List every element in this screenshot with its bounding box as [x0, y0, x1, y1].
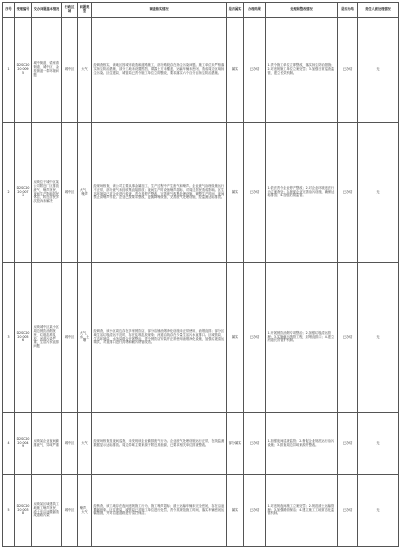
- cell-district: 反映位于城中区某公司附近厂区排放废气、噪声扰民，夜间生产影响居民休息，附近居民多次投诉未解决: [32, 123, 62, 263]
- cell-result: 已办结: [244, 18, 266, 123]
- cell-remark: 无: [358, 18, 399, 123]
- cell-no: 4: [3, 413, 15, 475]
- cell-ptype: 大气: [78, 18, 92, 123]
- cell-region: 城中区: [62, 123, 78, 263]
- cell-result: 已办结: [244, 413, 266, 475]
- case-table: [2, 2, 399, 547]
- cell-remark: 无: [358, 413, 399, 475]
- cell-result: 已办结: [244, 475, 266, 547]
- header-case-no: 受理编号: [15, 3, 32, 18]
- cell-remark: 无: [358, 475, 399, 547]
- cell-done: 已办结: [338, 475, 358, 547]
- table-row: [3, 475, 399, 547]
- header-remark: 责任人被处理情况: [358, 3, 399, 18]
- cell-done: 已办结: [338, 123, 358, 263]
- cell-investigation: 经现场核查及夜间巡查，未发现该企业偷排废气行为。企业废气处理设施运行正常，在线监测数据显示达标排放。周边异味主要来源于附近其他源，已要求相关单位排查整改。: [92, 413, 227, 475]
- header-no: 序号: [3, 3, 15, 18]
- cell-investigation: 经核查，该工地存在夜间违规施工行为，施工噪声超标；渣土运输车辆未完全密闭，存在沿途撒漏现象。区住建局、城管局已对施工单位进行处罚，责令其规范施工时间，落实车辆密闭运输措施，并对沿途道路进行清扫保洁。: [92, 475, 227, 547]
- header-problem-type: 问题类型: [78, 3, 92, 18]
- cell-region: 城中区: [62, 263, 78, 413]
- cell-region: 城中区: [62, 18, 78, 123]
- cell-is-true: 属实: [227, 263, 244, 413]
- cell-treatment: 1.责令施工单位立即整改，落实扬尘防治措施；2.对违规施工单位立案处罚；3.加强日常巡查监管，建立长效机制。: [266, 18, 338, 123]
- cell-investigation: 经现场核查，该公司主要从事金属加工，生产过程中产生废气和噪声。企业废气治理设施运行不正常，部分废气未经收集直接排放；夜间生产时设备噪声超标，对周边居民造成影响。区生态环境局已对企业进行检查，责令其停产整改，完善废气收集处理设施，调整生产时间，夜间禁止高噪声作业。企业已按要求整改，更换降噪设备，完善废气处理设施，经监测达标排放。: [92, 123, 227, 263]
- cell-no: 1: [3, 18, 15, 123]
- cell-investigation: 经调查，该小区周边存在多家餐饮店，部分店铺油烟净化设施未正常使用，油烟直排；部分区域生活垃圾清运不及时，存在乱堆乱放现象；河道沿线存在少量生活污水直排口。区城管局、生态环境局、水务局联合开展整治，责令餐饮店安装并正常使用油烟净化设施，加强垃圾清运频次，对直排口进行封堵和截污纳管改造。: [92, 263, 227, 413]
- cell-region: 城中区: [62, 475, 78, 547]
- cell-no: 2: [3, 123, 15, 263]
- cell-treatment: 1.依法责令企业停产整改；2.对企业环境违法行为立案查处；3.督促企业完善治污设施，确保达标排放；4.加强后续监管。: [266, 123, 338, 263]
- cell-district: 反映城中区某小区周边餐饮油烟扰民、垃圾乱堆乱放，河道污染严重，生活污水直排问题: [32, 263, 62, 413]
- cell-treatment: 1.对违规夜间施工立案处罚；2.规范渣土运输管理；3.加强路面保洁；4.建立施工工地常态化监管机制。: [266, 475, 338, 547]
- cell-case-no: D2SC2020 0056: [15, 263, 32, 413]
- table-row: [3, 263, 399, 413]
- header-district: 交办问题基本情况: [32, 3, 62, 18]
- cell-no: 3: [3, 263, 15, 413]
- cell-ptype: 大气、水、土壤: [78, 263, 92, 413]
- cell-case-no: D2SC2020 0071: [15, 123, 32, 263]
- header-complaint: 调查核实情况: [92, 3, 227, 18]
- document-page: [2, 2, 398, 550]
- cell-done: 已办结: [338, 18, 358, 123]
- header-status: 办理结果: [244, 3, 266, 18]
- cell-is-true: 部分属实: [227, 413, 244, 475]
- cell-district: 城中街道、梁家湾街道、城中区、金桂街道一带环境问题: [32, 18, 62, 123]
- cell-district: 反映某企业夜间偷排废气、异味严重: [32, 413, 62, 475]
- table-header-row: [3, 3, 399, 18]
- cell-done: 已办结: [338, 263, 358, 413]
- header-treatment: 处理和整改情况: [266, 3, 338, 18]
- cell-ptype: 大气、噪声: [78, 123, 92, 263]
- cell-case-no: D2SC2020 0095: [15, 18, 32, 123]
- cell-ptype: 大气: [78, 413, 92, 475]
- cell-ptype: 噪声、大气: [78, 475, 92, 547]
- cell-district: 反映某区域建筑工地施工噪声扰民、渣土车沿途撒漏造成道路污染: [32, 475, 62, 547]
- cell-treatment: 1.开展餐饮油烟专项整治；2.加强垃圾清运管理；3.实施截污纳管工程，封堵直排口；4.建立河道长效管护机制。: [266, 263, 338, 413]
- cell-investigation: 经调查核实，该地区因城市改造和道路施工，部分路段存在扬尘污染问题。施工单位未严格落实扬尘防治措施，部分工地未设置围挡，裸露土方未覆盖，运输车辆未密闭，造成周边区域扬尘污染。区住建局、城管局已责令施工单位立即整改，要求落实六个百分百扬尘防治措施。: [92, 18, 227, 123]
- cell-remark: 无: [358, 123, 399, 263]
- header-is-true: 是否属实: [227, 3, 244, 18]
- cell-is-true: 属实: [227, 475, 244, 547]
- cell-case-no: D2SC2020 0049: [15, 413, 32, 475]
- cell-region: 城中区: [62, 413, 78, 475]
- cell-case-no: D2SC2020 0038: [15, 475, 32, 547]
- header-accountable: 是否办结: [338, 3, 358, 18]
- cell-is-true: 属实: [227, 123, 244, 263]
- cell-done: 已办结: [338, 413, 358, 475]
- header-type: 行政区域: [62, 3, 78, 18]
- table-row: [3, 413, 399, 475]
- cell-remark: 无: [358, 263, 399, 413]
- cell-result: 已办结: [244, 263, 266, 413]
- table-row: [3, 18, 399, 123]
- cell-treatment: 1.加强夜间巡查监管；2.督促企业规范运行治污设施；3.排查周边异味来源并整改。: [266, 413, 338, 475]
- cell-no: 5: [3, 475, 15, 547]
- cell-result: 已办结: [244, 123, 266, 263]
- cell-is-true: 属实: [227, 18, 244, 123]
- table-row: [3, 123, 399, 263]
